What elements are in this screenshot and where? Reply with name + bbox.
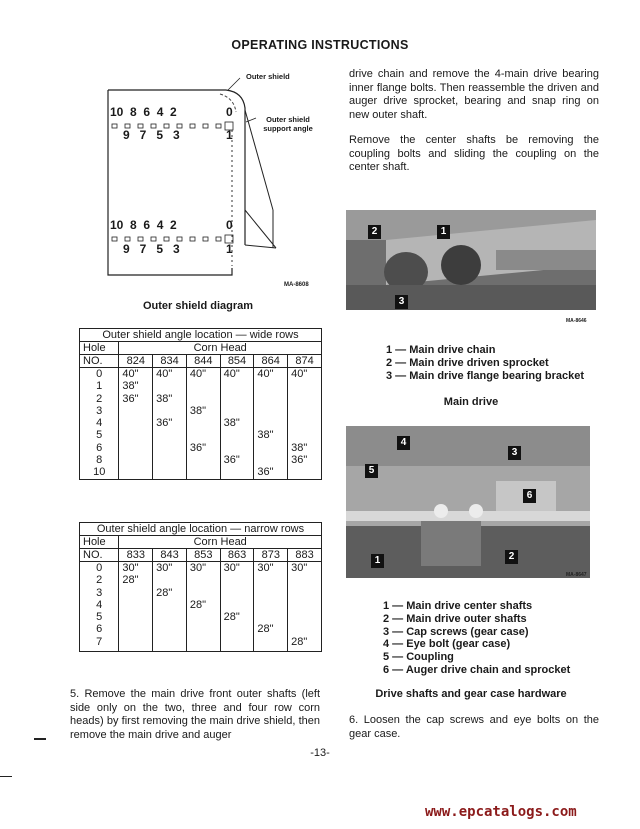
model-column: 40" 38" 36" <box>186 368 220 480</box>
corn-head-label: Corn Head <box>119 342 322 355</box>
hole-label: Hole <box>80 536 119 549</box>
top-hole-zero: 0 <box>226 105 233 119</box>
outer-shield-diagram <box>98 70 328 300</box>
model-column: 30" 28" <box>153 562 187 652</box>
model-header: 863 <box>220 549 254 562</box>
support-angle-label: Outer shield support angle <box>263 115 313 133</box>
wide-table-title: Outer shield angle location — wide rows <box>80 329 322 342</box>
drive-shafts-legend <box>383 600 570 677</box>
main-drive-photo <box>346 210 596 310</box>
model-column: 40" 38" 36" <box>119 368 153 480</box>
narrow-table-title: Outer shield angle location — narrow rows <box>80 523 322 536</box>
outer-shield-label: Outer shield <box>246 72 290 81</box>
model-header: 843 <box>153 549 187 562</box>
photo1-badge-2: 2 <box>368 225 381 239</box>
photo1-ref: MA-8646 <box>566 318 587 324</box>
watermark: www.epcatalogs.com <box>425 804 577 820</box>
corn-head-label: Corn Head <box>119 536 322 549</box>
narrow-rows-table <box>79 522 322 652</box>
model-column: 30" 28" <box>254 562 288 652</box>
photo1-badge-3: 3 <box>395 295 408 309</box>
main-drive-photo-art <box>346 210 596 310</box>
hole-numbers: 0 1 2 3 4 5 6 8 10 <box>80 368 119 480</box>
legend-item: 6 — Auger drive chain and sprocket <box>383 663 571 676</box>
margin-mark <box>0 776 12 777</box>
model-header: 873 <box>254 549 288 562</box>
legend-item: 2 — Main drive outer shafts <box>383 612 527 625</box>
model-header: 844 <box>186 355 220 368</box>
model-column: 30" 28" <box>119 562 153 652</box>
model-header: 854 <box>220 355 254 368</box>
model-column: 40" 38" 36" <box>153 368 187 480</box>
legend-item: 5 — Coupling <box>383 651 454 664</box>
step-6-text: 6. Loosen the cap screws and eye bolts on the gear case. <box>349 714 599 740</box>
photo2-badge-4: 4 <box>397 436 410 450</box>
margin-mark <box>34 738 46 740</box>
photo1-badge-1: 1 <box>437 225 450 239</box>
diagram-caption: Outer shield diagram <box>142 300 254 312</box>
model-header: 833 <box>119 549 153 562</box>
hole-label: Hole <box>80 342 119 355</box>
right-paragraph-2: Remove the center shafts be removing the coupling bolts and sliding the coupling on the center shaft. <box>349 134 599 174</box>
legend-item: 1 — Main drive chain <box>386 344 496 356</box>
top-hole-one: 1 <box>226 128 233 142</box>
legend-item: 4 — Eye bolt (gear case) <box>383 638 511 651</box>
legend-item: 3 — Main drive flange bearing bracket <box>386 369 585 382</box>
top-hole-row-odd: 9 7 5 3 <box>123 128 180 142</box>
page-title: OPERATING INSTRUCTIONS <box>231 38 409 52</box>
bottom-hole-zero: 0 <box>226 218 233 232</box>
bottom-hole-row-odd: 9 7 5 3 <box>123 242 180 256</box>
model-header: 824 <box>119 355 153 368</box>
model-column: 40" 38" 36" <box>220 368 254 480</box>
model-header: 853 <box>186 549 220 562</box>
drive-shafts-caption: Drive shafts and gear case hardware <box>375 688 567 700</box>
model-column: 40" 38" 36" <box>254 368 288 480</box>
no-label: NO. <box>80 355 119 368</box>
bottom-hole-one: 1 <box>226 242 233 256</box>
model-header: 864 <box>254 355 288 368</box>
model-header: 834 <box>153 355 187 368</box>
bottom-hole-row-even: 10 8 6 4 2 <box>110 218 177 232</box>
right-paragraph-1: drive chain and remove the 4-main drive bearing inner flange bolts. Then reassemble the driven and auger drive sprocket, bearing and snap ring on new outer shaft. <box>349 68 599 121</box>
model-header: 874 <box>288 355 322 368</box>
no-label: NO. <box>80 549 119 562</box>
main-drive-caption: Main drive <box>443 396 499 408</box>
photo2-badge-1: 1 <box>371 554 384 568</box>
photo2-badge-6: 6 <box>523 489 536 503</box>
photo2-ref: MA-8647 <box>566 572 587 578</box>
legend-item: 2 — Main drive driven sprocket <box>386 356 549 369</box>
model-column: 30" 28" <box>288 562 322 652</box>
legend-item: 3 — Cap screws (gear case) <box>383 625 529 638</box>
page-number: -13- <box>310 747 330 759</box>
drive-shafts-photo <box>346 426 590 578</box>
photo2-badge-2: 2 <box>505 550 518 564</box>
wide-rows-table <box>79 328 322 480</box>
model-column: 40" 38" 36" <box>288 368 322 480</box>
model-column: 30" 28" <box>186 562 220 652</box>
diagram-ref: MA-8608 <box>284 282 309 288</box>
model-column: 30" 28" <box>220 562 254 652</box>
legend-item: 1 — Main drive center shafts <box>383 600 533 612</box>
main-drive-legend <box>386 344 584 382</box>
hole-numbers: 0 2 3 4 5 6 7 <box>80 562 119 652</box>
photo2-badge-3: 3 <box>508 446 521 460</box>
model-header: 883 <box>288 549 322 562</box>
top-hole-row-even: 10 8 6 4 2 <box>110 105 177 119</box>
photo2-badge-5: 5 <box>365 464 378 478</box>
step-5-text: 5. Remove the main drive front outer shafts (left side only on the two, three and four row corn heads) by first removing the main drive shield, then remove the main drive and auger <box>70 688 320 741</box>
